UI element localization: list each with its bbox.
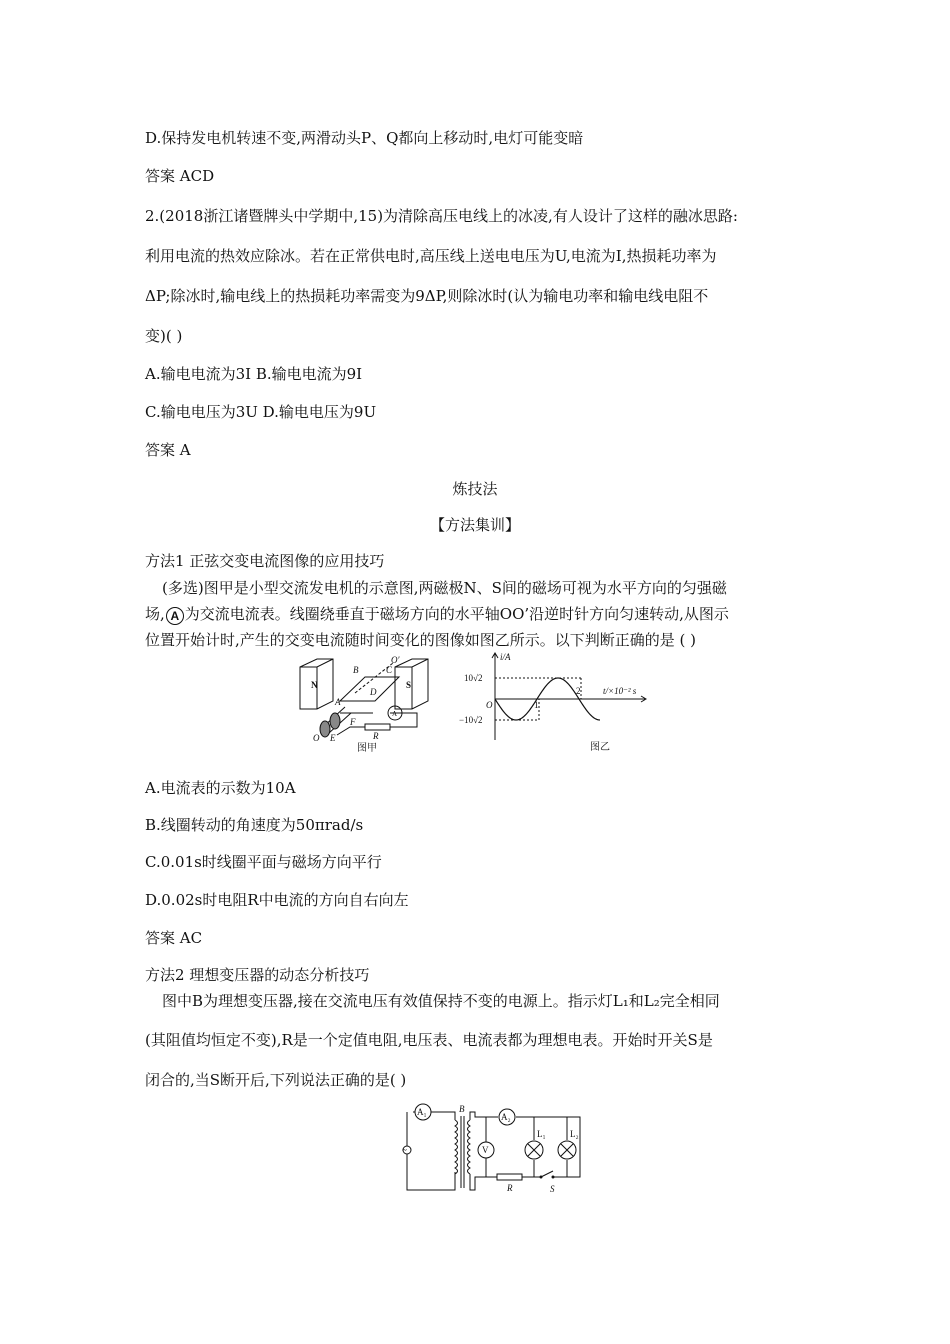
method1-option-b: B.线圈转动的角速度为50πrad/s xyxy=(145,816,364,834)
y-axis-label: i/A xyxy=(500,652,511,662)
label-l2: L₂ xyxy=(570,1129,579,1139)
label-r: R xyxy=(373,731,379,741)
resistor-r xyxy=(365,724,390,730)
label-a1: A₁ xyxy=(417,1107,427,1117)
figure-jia-caption: 图甲 xyxy=(357,743,377,754)
switch-s xyxy=(541,1171,553,1177)
label-l1: L₁ xyxy=(537,1129,546,1139)
label-s-switch: S xyxy=(550,1184,555,1194)
label-f: F xyxy=(350,717,356,727)
label-s: S xyxy=(406,680,412,690)
label-b-transformer: B xyxy=(459,1104,465,1114)
method1-option-c: C.0.01s时线圈平面与磁场方向平行 xyxy=(145,853,382,871)
q2-line-4: 变)( ) xyxy=(145,327,183,345)
q2-line-3: ΔP;除冰时,输电线上的热损耗功率需变为9ΔP,则除冰时(认为输电功率和输电线电阻不 xyxy=(145,287,709,305)
label-ammeter: A xyxy=(392,710,398,718)
label-ac: ~ xyxy=(402,1145,407,1155)
x-tick-2: 2 xyxy=(576,686,581,696)
magnet-s xyxy=(395,659,428,709)
method1-line-1: (多选)图甲是小型交流发电机的示意图,两磁极N、S间的磁场可视为水平方向的匀强磁 xyxy=(162,579,727,597)
q2-answer: 答案 A xyxy=(145,441,191,459)
secondary-coil xyxy=(468,1120,471,1174)
q1-option-d: D.保持发电机转速不变,两滑动头P、Q都向上移动时,电灯可能变暗 xyxy=(145,129,584,147)
origin-label: O xyxy=(486,700,493,710)
x-axis-label: t/×10⁻² s xyxy=(603,686,637,696)
q2-options-cd: C.输电电压为3U D.输电电压为9U xyxy=(145,403,377,421)
method1-answer: 答案 AC xyxy=(145,929,203,947)
label-o: O xyxy=(313,733,320,743)
label-r-circuit: R xyxy=(507,1183,513,1193)
label-v: V xyxy=(482,1145,489,1155)
figure-transformer-circuit xyxy=(395,1102,590,1194)
lamp-l2 xyxy=(558,1141,576,1159)
lamp-l1 xyxy=(525,1141,543,1159)
method2-line-1: 图中B为理想变压器,接在交流电压有效值保持不变的电源上。指示灯L₁和L₂完全相同 xyxy=(162,992,720,1010)
resistor-r2 xyxy=(497,1174,522,1180)
primary-circuit xyxy=(407,1112,455,1190)
section-title: 炼技法 xyxy=(452,480,498,498)
method1-option-a: A.电流表的示数为10A xyxy=(145,779,296,797)
label-a2: A₂ xyxy=(501,1112,511,1122)
method1-line-2a: 场, xyxy=(145,605,165,623)
q2-options-ab: A.输电电流为3I B.输电电流为9I xyxy=(145,365,363,383)
primary-coil xyxy=(455,1120,458,1174)
label-a: A xyxy=(335,697,341,707)
section-subtitle: 【方法集训】 xyxy=(429,516,520,534)
method1-line-2 xyxy=(145,604,729,625)
figure-yi-graph xyxy=(455,650,655,756)
x-tick-1: 1 xyxy=(534,700,539,710)
label-d: D xyxy=(370,687,377,697)
method1-line-3: 位置开始计时,产生的交变电流随时间变化的图像如图乙所示。以下判断正确的是 ( ) xyxy=(145,631,697,649)
label-b: B xyxy=(353,665,359,675)
method1-line-2b: 为交流电流表。线圈绕垂直于磁场方向的水平轴OO’沿逆时针方向匀速转动,从图示 xyxy=(184,605,729,623)
method1-option-d: D.0.02s时电阻R中电流的方向自右向左 xyxy=(145,891,409,909)
method2-title: 方法2 理想变压器的动态分析技巧 xyxy=(145,966,370,984)
ammeter-symbol: A xyxy=(166,607,184,625)
label-e: E xyxy=(330,733,336,743)
q2-line-2: 利用电流的热效应除冰。若在正常供电时,高压线上送电电压为U,电流为I,热损耗功率为 xyxy=(145,247,717,265)
method2-line-2: (其阻值均恒定不变),R是一个定值电阻,电压表、电流表都为理想电表。开始时开关S是 xyxy=(145,1031,713,1049)
y-tick-neg: −10√2 xyxy=(459,715,483,725)
q1-answer: 答案 ACD xyxy=(145,167,215,185)
figure-yi-caption: 图乙 xyxy=(590,742,610,753)
q2-line-1: 2.(2018浙江诸暨牌头中学期中,15)为清除高压电线上的冰凌,有人设计了这样的融冰思路: xyxy=(145,207,738,225)
figure-jia-generator xyxy=(295,655,435,755)
method1-title: 方法1 正弦交变电流图像的应用技巧 xyxy=(145,552,385,570)
label-o-prime: O′ xyxy=(391,655,400,665)
y-tick-pos: 10√2 xyxy=(464,673,483,683)
label-n: N xyxy=(311,680,318,690)
label-c: C xyxy=(386,665,393,675)
method2-line-3: 闭合的,当S断开后,下列说法正确的是( ) xyxy=(145,1071,407,1089)
